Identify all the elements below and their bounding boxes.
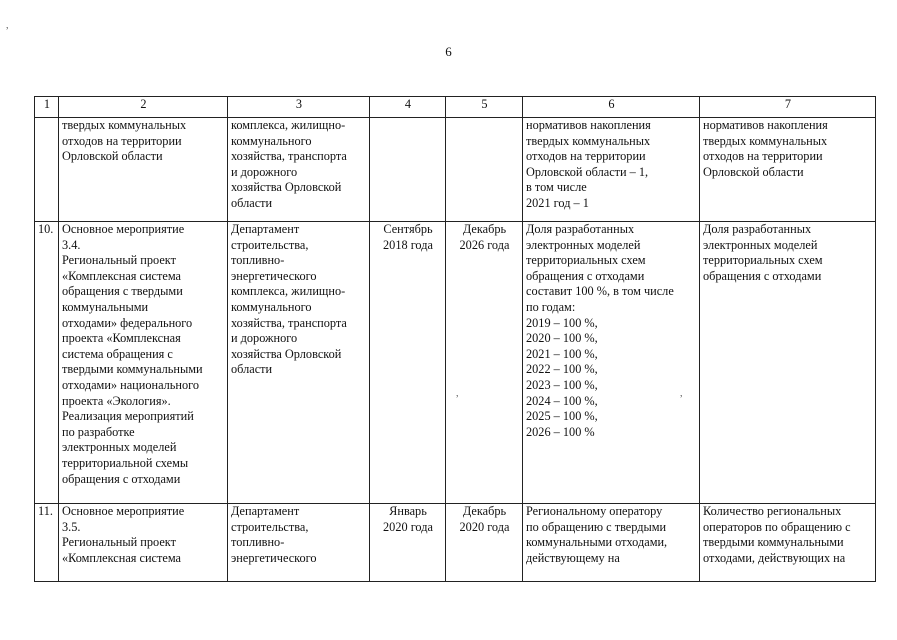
measure-name: твердых коммунальных отходов на территории Орловской области <box>59 118 228 222</box>
scan-speck: , <box>456 388 459 399</box>
header-cell: 6 <box>523 97 700 118</box>
indicator: нормативов накопления твердых коммунальных отходов на территории Орловской области <box>700 118 876 222</box>
indicator: Количество региональных операторов по обращению с твердыми коммунальными отходами, действующих на <box>700 504 876 582</box>
start-date <box>370 118 446 222</box>
start-date: Сентябрь 2018 года <box>370 222 446 504</box>
header-cell: 2 <box>59 97 228 118</box>
header-row <box>35 97 876 118</box>
table-row <box>35 118 876 222</box>
start-date: Январь 2020 года <box>370 504 446 582</box>
end-date: Декабрь 2020 года <box>446 504 523 582</box>
header-cell: 3 <box>228 97 370 118</box>
indicator: Доля разработанных электронных моделей территориальных схем обращения с отходами <box>700 222 876 504</box>
expected-result: нормативов накопления твердых коммунальных отходов на территории Орловской области – 1, в том числе 2021 год – 1 <box>523 118 700 222</box>
executor: Департамент строительства, топливно- энергетического комплекса, жилищно- коммунального хозяйства, транспорта и дорожного хозяйства Орловской области <box>228 222 370 504</box>
expected-result: Региональному оператору по обращению с твердыми коммунальными отходами, действующему на <box>523 504 700 582</box>
executor: комплекса, жилищно- коммунального хозяйства, транспорта и дорожного хозяйства Орловской области <box>228 118 370 222</box>
measures-table <box>34 96 876 582</box>
expected-result: Доля разработанных электронных моделей территориальных схем обращения с отходами составит 100 %, в том числе по годам: 2019 – 100 %, 2020 – 100 %, 2021 – 100 %, 2022 – 100 %, 2023 – 100 %, 2024 – 100 %, 2025 – 100 %, 2026 – 100 % <box>523 222 700 504</box>
scan-speck: , <box>6 20 9 31</box>
end-date <box>446 118 523 222</box>
measure-name: Основное мероприятие 3.5. Региональный проект «Комплексная система <box>59 504 228 582</box>
end-date: Декабрь 2026 года <box>446 222 523 504</box>
row-number <box>35 118 59 222</box>
table-row <box>35 504 876 582</box>
measure-name: Основное мероприятие 3.4. Региональный проект «Комплексная система обращения с твердыми коммунальными отходами» федерального проекта «Комплексная система обращения с твердыми коммунальными отходами» национального проекта «Экология». Реализация мероприятий по разработке электронных моделей территориальной схемы обращения с отходами <box>59 222 228 504</box>
header-cell: 4 <box>370 97 446 118</box>
page-number: 6 <box>445 44 452 59</box>
executor: Департамент строительства, топливно- энергетического <box>228 504 370 582</box>
header-cell: 5 <box>446 97 523 118</box>
row-number: 10. <box>35 222 59 504</box>
header-cell: 1 <box>35 97 59 118</box>
scan-speck: , <box>680 388 683 399</box>
table-row <box>35 222 876 504</box>
header-cell: 7 <box>700 97 876 118</box>
row-number: 11. <box>35 504 59 582</box>
